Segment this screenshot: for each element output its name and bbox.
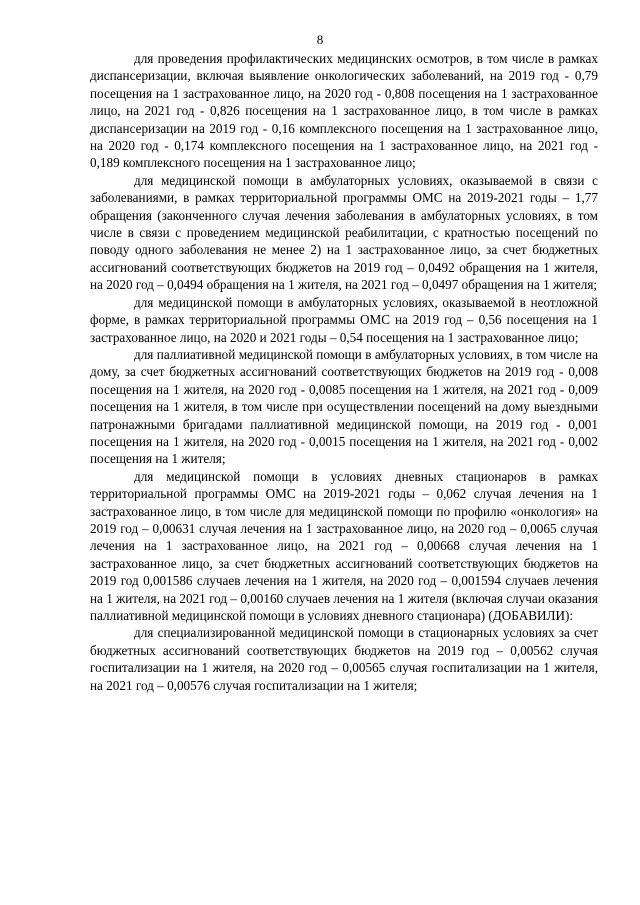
document-body (90, 50, 598, 694)
paragraph-palliative-outpatient: для паллиативной медицинской помощи в амбулаторных условиях, в том числе на дому, за счет бюджетных ассигнований соответствующих бюджетов на 2019 год - 0,008 посещения на 1 жителя, на 2020 год - 0,0085 посещения на 1 жителя, на 2021 год - 0,009 посещения на 1 жителя, в том числе при осуществлении посещений на дому выездными патронажными бригадами паллиативной медицинской помощи, на 2019 год - 0,001 посещения на 1 жителя, на 2020 год - 0,0015 посещения на 1 жителя, на 2021 год - 0,002 посещения на 1 жителя; (90, 346, 598, 467)
paragraph-specialized-inpatient: для специализированной медицинской помощи в стационарных условиях за счет бюджетных ассигнований соответствующих бюджетов на 2019 год – 0,00562 случая госпитализации на 1 жителя, на 2020 год – 0,00565 случая госпитализации на 1 жителя, на 2021 год – 0,00576 случая госпитализации на 1 жителя; (90, 625, 598, 693)
page-number: 8 (316, 32, 324, 47)
paragraph-day-hospital: для медицинской помощи в условиях дневных стационаров в рамках территориальной программы ОМС на 2019-2021 годы – 0,062 случая лечения на 1 застрахованное лицо, в том числе для медицинской помощи по профилю «онкология» на 2019 год – 0,00631 случая лечения на 1 застрахованное лицо, на 2020 год – 0,0065 случая лечения на 1 застрахованное лицо, на 2021 год – 0,00668 случая лечения на 1 застрахованное лицо, за счет бюджетных ассигнований соответствующих бюджетов на 2019 год 0,001586 случаев лечения на 1 жителя, на 2020 год – 0,001594 случаев лечения на 1 жителя, на 2021 год – 0,00160 случаев лечения на 1 жителя (включая случаи оказания паллиативной медицинской помощи в условиях дневного стационара) (ДОБАВИЛИ): (90, 468, 598, 623)
paragraph-outpatient-urgent: для медицинской помощи в амбулаторных условиях, оказываемой в неотложной форме, в рамках территориальной программы ОМС на 2019 год – 0,56 посещения на 1 застрахованное лицо, на 2020 и 2021 годы – 0,54 посещения на 1 застрахованное лицо; (90, 294, 598, 345)
paragraph-preventive-examinations: для проведения профилактических медицинских осмотров, в том числе в рамках диспансеризации, включая выявление онкологических заболеваний, на 2019 год - 0,79 посещения на 1 застрахованное лицо, на 2020 год - 0,808 посещения на 1 застрахованное лицо, на 2021 год - 0,826 посещения на 1 застрахованное лицо, в том числе в рамках диспансеризации на 2019 год - 0,16 комплексного посещения на 1 застрахованное лицо, на 2020 год - 0,174 комплексного посещения на 1 застрахованное лицо, на 2021 год - 0,189 комплексного посещения на 1 застрахованное лицо; (90, 51, 598, 171)
paragraph-outpatient-diseases: для медицинской помощи в амбулаторных условиях, оказываемой в связи с заболеваниями, в рамках территориальной программы ОМС на 2019-2021 годы – 1,77 обращения (законченного случая лечения заболевания в амбулаторных условиях, в том числе в связи с проведением медицинской реабилитации, с кратностью посещений по поводу одного заболевания не менее 2) на 1 застрахованное лицо, за счет бюджетных ассигнований соответствующих бюджетов на 2019 год – 0,0492 обращения на 1 жителя, на 2020 год – 0,0494 обращения на 1 жителя, на 2021 год – 0,0497 обращения на 1 жителя; (90, 172, 598, 293)
